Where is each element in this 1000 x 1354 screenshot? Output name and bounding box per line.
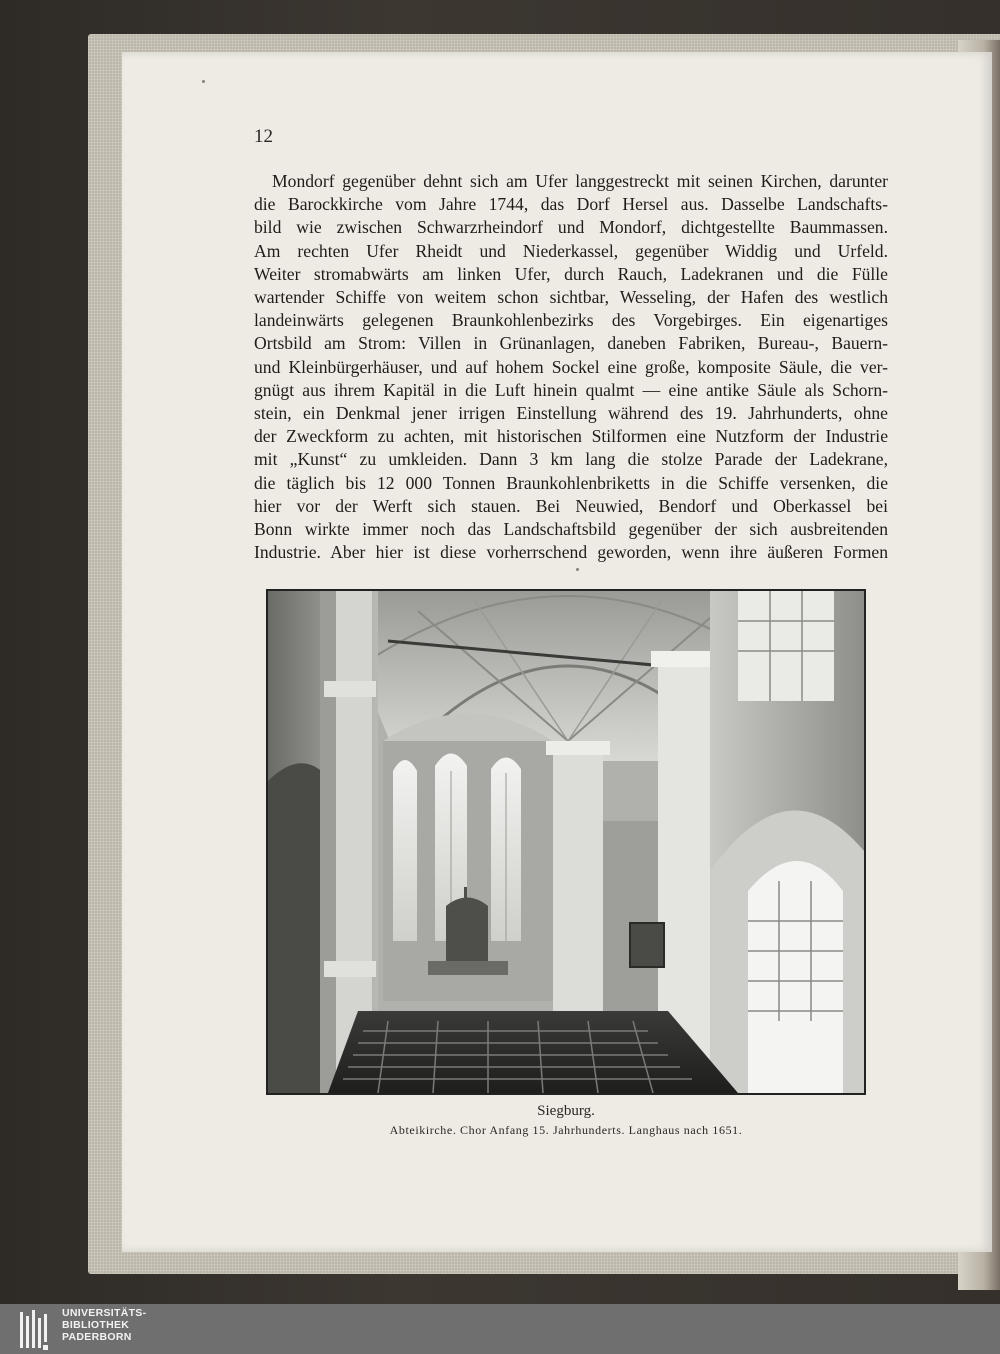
page-number: 12	[254, 126, 273, 147]
church-interior-illustration	[268, 591, 864, 1093]
text-line: Industrie. Aber hier ist diese vorherrschend geworden, wenn ihre äußeren Formen	[254, 542, 888, 563]
text-line: hier vor der Werft sich stauen. Bei Neuwied, Bendorf und Oberkassel bei	[254, 495, 888, 516]
text-line: bild wie zwischen Schwarzrheindorf und Mondorf, dichtgestellte Baummassen.	[254, 217, 888, 238]
text-line: landeinwärts gelegenen Braunkohlenbezirks des Vorgebirges. Ein eigenartiges	[254, 310, 888, 331]
library-name	[62, 1307, 146, 1343]
text-line: Mondorf gegenüber dehnt sich am Ufer langgestreckt mit seinen Kirchen, darunter	[272, 171, 888, 191]
text-line: Ortsbild am Strom: Villen in Grünanlagen, daneben Fabriken, Bureau-, Bauern-	[254, 333, 888, 354]
body-text	[254, 170, 888, 564]
text-line: stein, ein Denkmal jener irrigen Einstellung während des 19. Jahrhunderts, ohne	[254, 403, 888, 424]
text-line: Bonn wirkte immer noch das Landschaftsbild gegenüber der sich ausbreitenden	[254, 519, 888, 540]
library-name-line: BIBLIOTHEK	[62, 1319, 130, 1331]
text-line: der Zweckform zu achten, mit historischen Stilformen eine Nutzform der Industrie	[254, 426, 888, 447]
library-logo-icon	[18, 1308, 52, 1352]
text-line: die täglich bis 12 000 Tonnen Braunkohlenbriketts in die Schiffe versenken, die	[254, 472, 888, 493]
text-line: Weiter stromabwärts am linken Ufer, durch Rauch, Ladekranen und die Fülle	[254, 263, 888, 284]
text-line: gnügt aus ihrem Kapitäl in die Luft hinein qualmt — eine antike Säule als Schorn-	[254, 379, 888, 400]
text-line: und Kleinbürgerhäuser, und auf hohem Sockel eine große, komposite Säule, die ver-	[254, 356, 888, 377]
text-line: Am rechten Ufer Rheidt und Niederkassel, gegenüber Widdig und Urfeld.	[254, 240, 888, 261]
church-interior-photo	[266, 589, 866, 1095]
text-line: mit „Kunst“ zu umkleiden. Dann 3 km lang die stolze Parade der Ladekrane,	[254, 449, 888, 470]
text-line: wartender Schiffe von weitem schon sichtbar, Wesseling, der Hafen des westlich	[254, 287, 888, 308]
paper-speck	[202, 80, 205, 83]
library-name-line: UNIVERSITÄTS-	[62, 1307, 147, 1319]
photo-caption-title: Siegburg.	[537, 1103, 595, 1119]
text-line: die Barockkirche vom Jahre 1744, das Dorf Hersel aus. Dasselbe Landschafts-	[254, 194, 888, 215]
photo-caption-subtitle: Abteikirche. Chor Anfang 15. Jahrhunderts. Langhaus nach 1651.	[389, 1123, 743, 1137]
paper-speck	[576, 568, 579, 571]
library-footer-bar	[0, 1304, 1000, 1354]
library-name-line: PADERBORN	[62, 1331, 132, 1343]
